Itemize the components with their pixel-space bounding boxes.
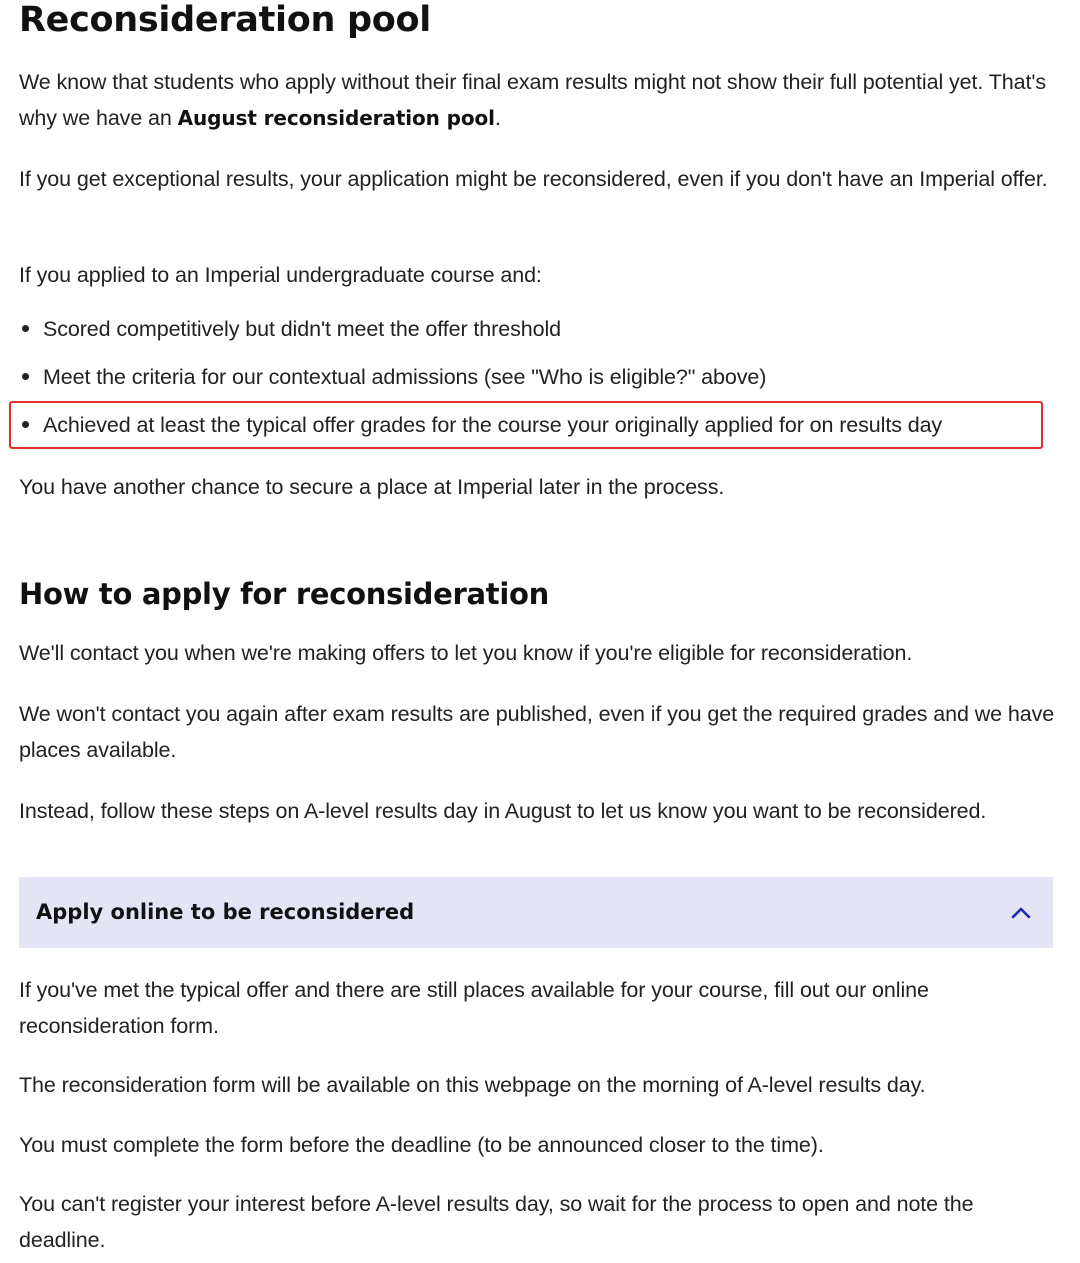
list-item	[19, 311, 1064, 359]
bullet-icon	[22, 325, 29, 332]
accordion-paragraph: You can't register your interest before A-level results day, so wait for the process to open and note the deadline.	[19, 1192, 974, 1252]
intro-bold-term: August reconsideration pool	[177, 106, 495, 130]
accordion-paragraph: If you've met the typical offer and there are still places available for your course, fill out our online reconsideration form.	[19, 978, 929, 1038]
list-item	[19, 359, 1064, 407]
accordion-paragraph: You must complete the form before the deadline (to be announced closer to the time).	[19, 1133, 824, 1157]
intro-paragraph	[19, 64, 1064, 136]
bullet-icon	[22, 373, 29, 380]
page-title: Reconsideration pool	[19, 0, 431, 40]
list-item-text: Achieved at least the typical offer grades for the course your originally applied for on results day	[43, 413, 943, 437]
chevron-up-icon[interactable]	[1009, 901, 1033, 925]
contact-paragraph: We'll contact you when we're making offers to let you know if you're eligible for reconsideration.	[19, 641, 913, 665]
no-contact-paragraph: We won't contact you again after exam results are published, even if you get the required grades and we have places available.	[19, 702, 1055, 762]
intro-text: We know that students who apply without their final exam results might not show their full potential yet. That's why we have an	[19, 70, 1047, 130]
accordion-header[interactable]	[19, 877, 1053, 948]
list-item-text: Scored competitively but didn't meet the offer threshold	[43, 317, 561, 341]
accordion-title: Apply online to be reconsidered	[36, 900, 415, 924]
exceptional-results-paragraph: If you get exceptional results, your application might be reconsidered, even if you don't have an Imperial offer.	[19, 167, 1048, 191]
section-heading: How to apply for reconsideration	[19, 577, 549, 611]
steps-paragraph: Instead, follow these steps on A-level results day in August to let us know you want to be reconsidered.	[19, 799, 987, 823]
intro-text-end: .	[494, 106, 501, 130]
list-item-text: Meet the criteria for our contextual admissions (see "Who is eligible?" above)	[43, 365, 767, 389]
highlight-annotation-box	[9, 401, 1043, 449]
another-chance-paragraph: You have another chance to secure a place at Imperial later in the process.	[19, 475, 725, 499]
accordion-paragraph: The reconsideration form will be available on this webpage on the morning of A-level results day.	[19, 1073, 926, 1097]
criteria-intro-paragraph: If you applied to an Imperial undergraduate course and:	[19, 263, 542, 287]
